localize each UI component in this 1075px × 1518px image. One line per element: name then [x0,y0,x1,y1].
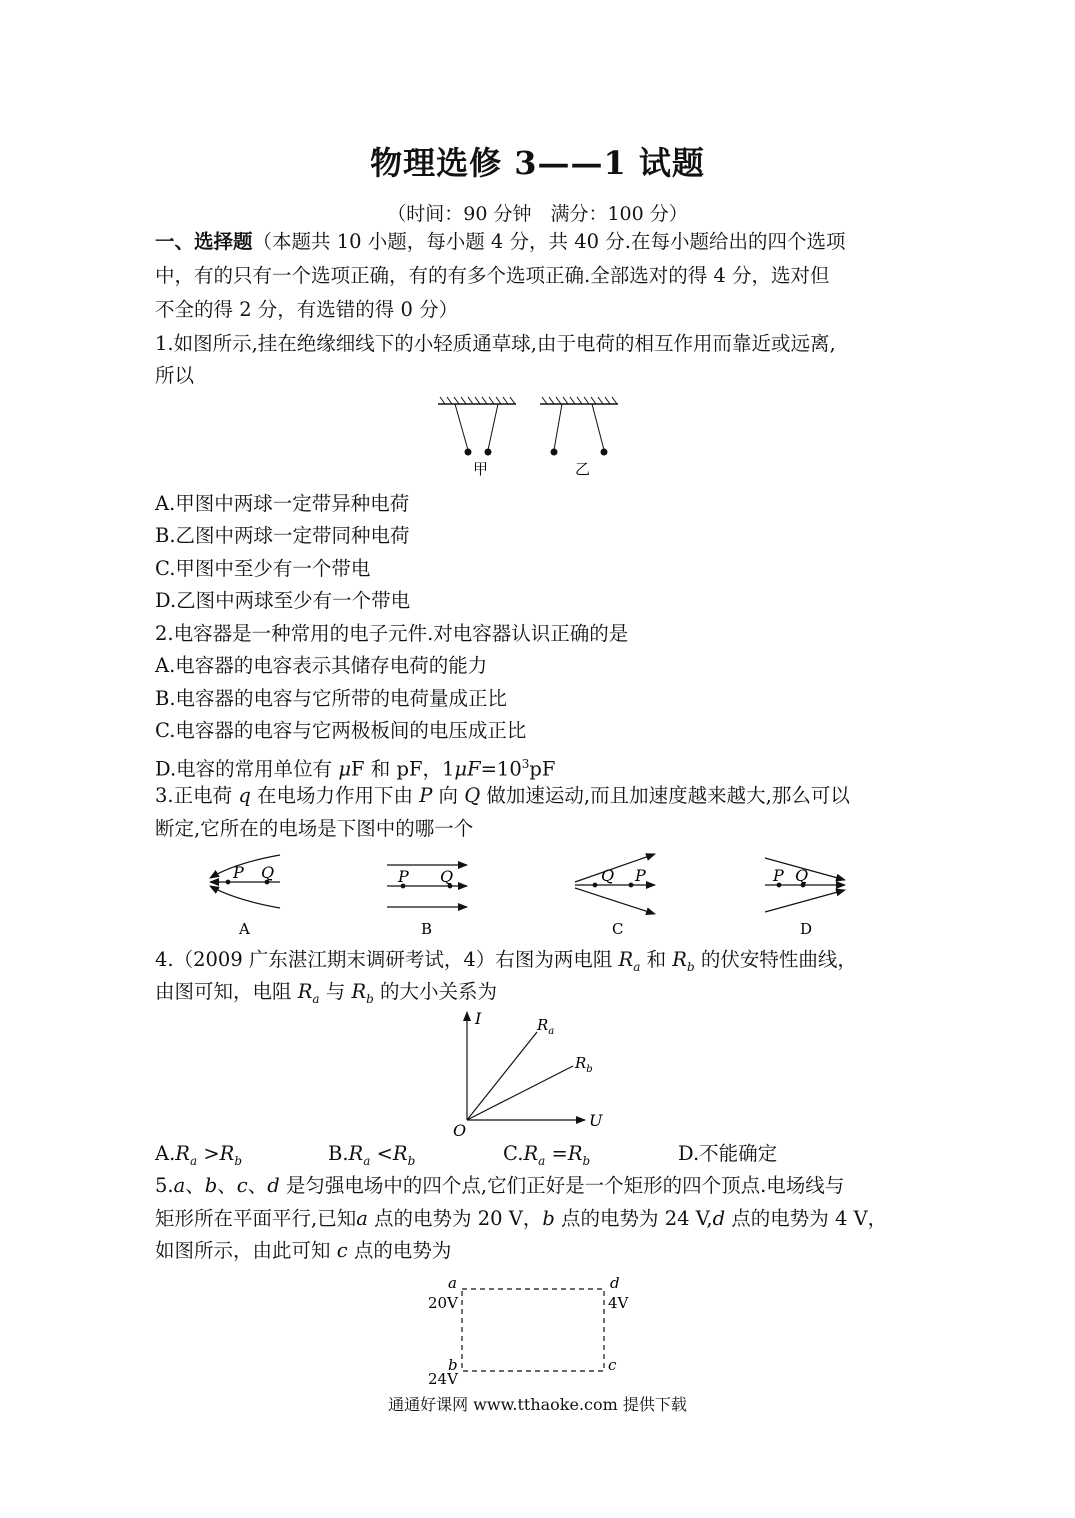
q3-label-c: C [612,920,624,938]
section-heading: 一、选择题 [155,230,253,253]
q1-pendulum-figure [430,392,620,484]
q3-field-figures [195,848,875,940]
q4-option-c: $C.R_a =R_b$ [503,1142,591,1168]
q3-d-label-p: P [773,866,784,885]
q1-label-jia: 甲 [473,460,489,478]
q4-line-rb [467,1066,573,1120]
q1-figure-jia [438,397,516,478]
q5-label-c: c [608,1356,617,1374]
q3-label-b: B [421,920,433,938]
q1-stem-line-1: 1.如图所示,挂在绝缘细线下的小轻质通草球,由于电荷的相互作用而靠近或远离, [155,332,836,355]
q4-y-label: I [475,1009,482,1028]
section-intro-text: （本题共 10 小题，每小题 4 分，共 40 分.在每小题给出的四个选项 [252,230,846,253]
q2-option-c: C.电容器的电容与它两极板间的电压成正比 [155,719,527,742]
page-title: 物理选修 3——1 试题 [370,144,705,182]
q2-stem: 2.电容器是一种常用的电子元件.对电容器认识正确的是 [155,622,629,645]
q3-c-label-p: P [635,866,646,885]
page-footer: 通通好课网 www.tthaoke.com 提供下载 [388,1395,687,1414]
q4-iv-graph [445,1008,615,1140]
q5-label-b: b [448,1356,458,1374]
q5-value-a: 20V [428,1294,458,1312]
q1-figure-yi [540,397,618,478]
q4-rb-label: $R_b$ [575,1054,593,1075]
q4-option-d: D.不能确定 [678,1142,778,1165]
q5-value-d: 4V [608,1294,629,1312]
exam-time-score: （时间：90 分钟 满分：100 分） [387,203,688,225]
q3-stem-line-1: 3.正电荷 q 在电场力作用下由 P 向 Q 做加速运动,而且加速度越来越大,那么可以 [155,784,850,807]
section-intro-line-1 [155,228,845,256]
q3-b-label-p: P [398,867,409,886]
section-intro-line-3: 不全的得 2 分，有选错的得 0 分） [155,298,459,321]
q2-option-a: A.电容器的电容表示其储存电荷的能力 [155,654,488,677]
q4-option-b: $B.R_a <R_b$ [328,1142,416,1168]
q5-stem-line-3: 如图所示，由此可知 c 点的电势为 [155,1239,452,1262]
q3-a-label-p: P [233,863,244,882]
q1-option-b: B.乙图中两球一定带同种电荷 [155,524,410,547]
q4-line-ra [467,1032,537,1120]
q3-a-label-q: Q [261,863,275,882]
q5-rectangle-figure [418,1274,638,1386]
q1-label-yi: 乙 [575,460,591,478]
q2-option-b: B.电容器的电容与它所带的电荷量成正比 [155,687,508,710]
q4-ra-label: $R_a$ [537,1016,555,1037]
q4-stem-line-1: 4.（2009 广东湛江期末调研考试，4）右图为两电阻 $R_a$ 和 $R_b$ 的伏安特性曲线， [155,948,857,974]
q5-label-d: d [610,1274,620,1292]
q1-option-a: A.甲图中两球一定带异种电荷 [155,492,410,515]
q2-option-d: D.电容的常用单位有 μF 和 pF，$1\mu F=10^3pF$ [155,757,556,781]
q5-stem-line-1: 5.a、b、c、d 是匀强电场中的四个点,它们正好是一个矩形的四个顶点.电场线与 [155,1174,845,1197]
q5-label-a: a [448,1274,457,1292]
q3-label-a: A [239,920,250,938]
q3-c-label-q: Q [601,866,615,885]
q1-stem-line-2: 所以 [155,364,195,387]
q3-stem-line-2: 断定,它所在的电场是下图中的哪一个 [155,817,474,840]
q4-stem-line-2: 由图可知，电阻 $R_a$ 与 $R_b$ 的大小关系为 [155,980,498,1006]
q4-x-label: U [589,1111,603,1130]
q5-value-b: 24V [428,1370,458,1386]
q3-d-label-q: Q [795,866,809,885]
q3-b-label-q: Q [440,867,454,886]
q5-rectangle [462,1289,604,1371]
q5-stem-line-2: 矩形所在平面平行,已知a 点的电势为 20 V，b 点的电势为 24 V,d 点的电势为 4 V， [155,1207,888,1230]
section-intro-line-2: 中，有的只有一个选项正确，有的有多个选项正确.全部选对的得 4 分，选对但 [155,264,830,287]
q1-option-d: D.乙图中两球至少有一个带电 [155,589,411,612]
q1-option-c: C.甲图中至少有一个带电 [155,557,371,580]
q4-origin-label: O [453,1121,467,1140]
q4-option-a: $A.R_a >R_b$ [155,1142,243,1168]
q3-label-d: D [800,920,813,938]
